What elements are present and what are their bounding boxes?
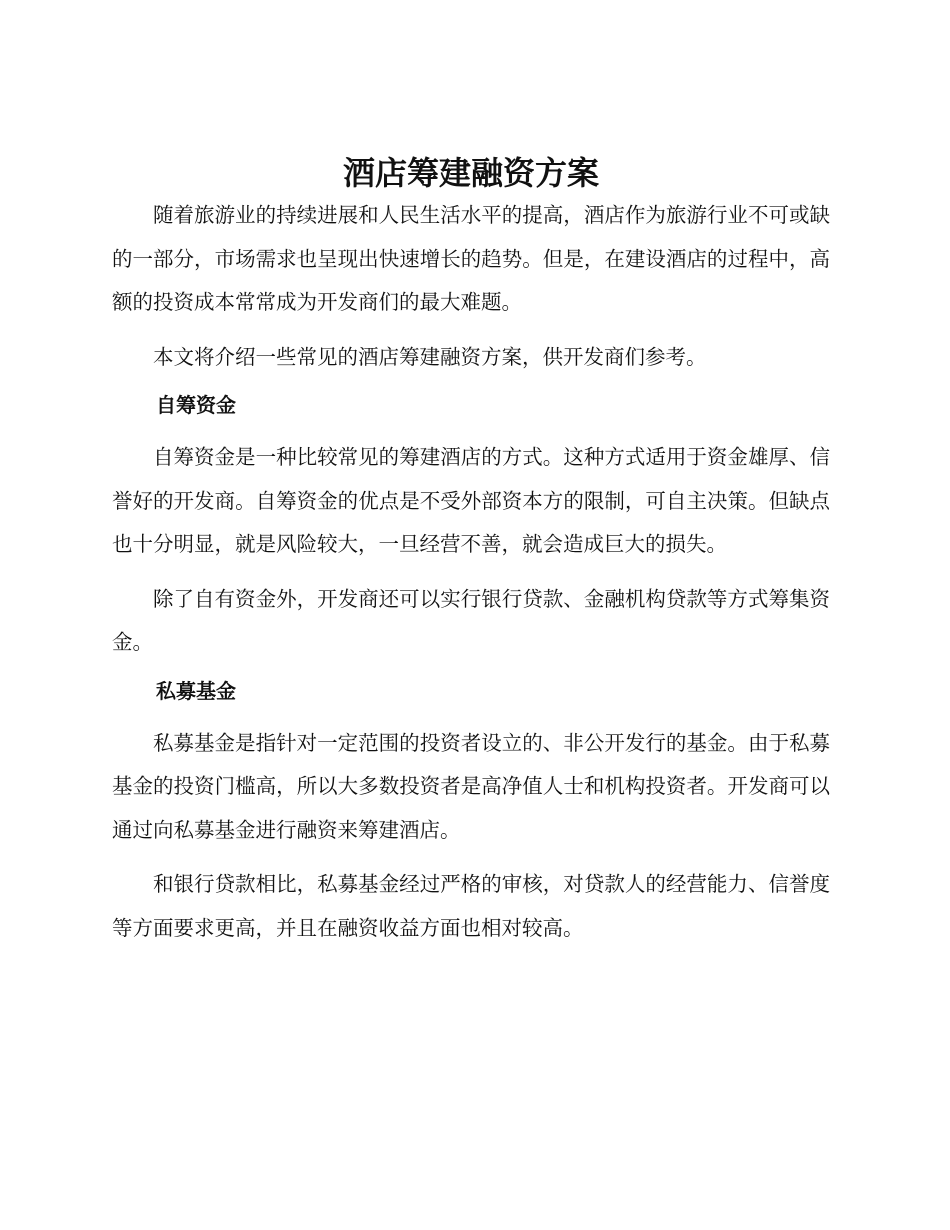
private-fund-paragraph-1: 私募基金是指针对一定范围的投资者设立的、非公开发行的基金。由于私募基金的投资门槛高，所以大多数投资者是高净值人士和机构投资者。开发商可以通过向私募基金进行融资来筹建酒店。 xyxy=(112,730,830,842)
section-heading-private-fund: 私募基金 xyxy=(156,678,236,703)
self-funding-paragraph-2: 除了自有资金外，开发商还可以实行银行贷款、金融机构贷款等方式筹集资金。 xyxy=(112,586,830,654)
intro-paragraph: 随着旅游业的持续进展和人民生活水平的提高，酒店作为旅游行业不可或缺的一部分，市场需求也呈现出快速增长的趋势。但是，在建设酒店的过程中，高额的投资成本常常成为开发商们的最大难题。 xyxy=(112,203,830,314)
document-title: 酒店筹建融资方案 xyxy=(342,154,599,192)
private-fund-paragraph-2: 和银行贷款相比，私募基金经过严格的审核，对贷款人的经营能力、信誉度等方面要求更高，并且在融资收益方面也相对较高。 xyxy=(112,872,830,940)
overview-paragraph: 本文将介绍一些常见的酒店筹建融资方案，供开发商们参考。 xyxy=(153,344,707,369)
section-heading-self-funding: 自筹资金 xyxy=(156,393,236,417)
document-content xyxy=(112,150,830,961)
self-funding-paragraph-1: 自筹资金是一种比较常见的筹建酒店的方式。这种方式适用于资金雄厚、信誉好的开发商。自筹资金的优点是不受外部资本方的限制，可自主决策。但缺点也十分明显，就是风险较大，一旦经营不善，就会造成巨大的损失。 xyxy=(112,445,830,556)
